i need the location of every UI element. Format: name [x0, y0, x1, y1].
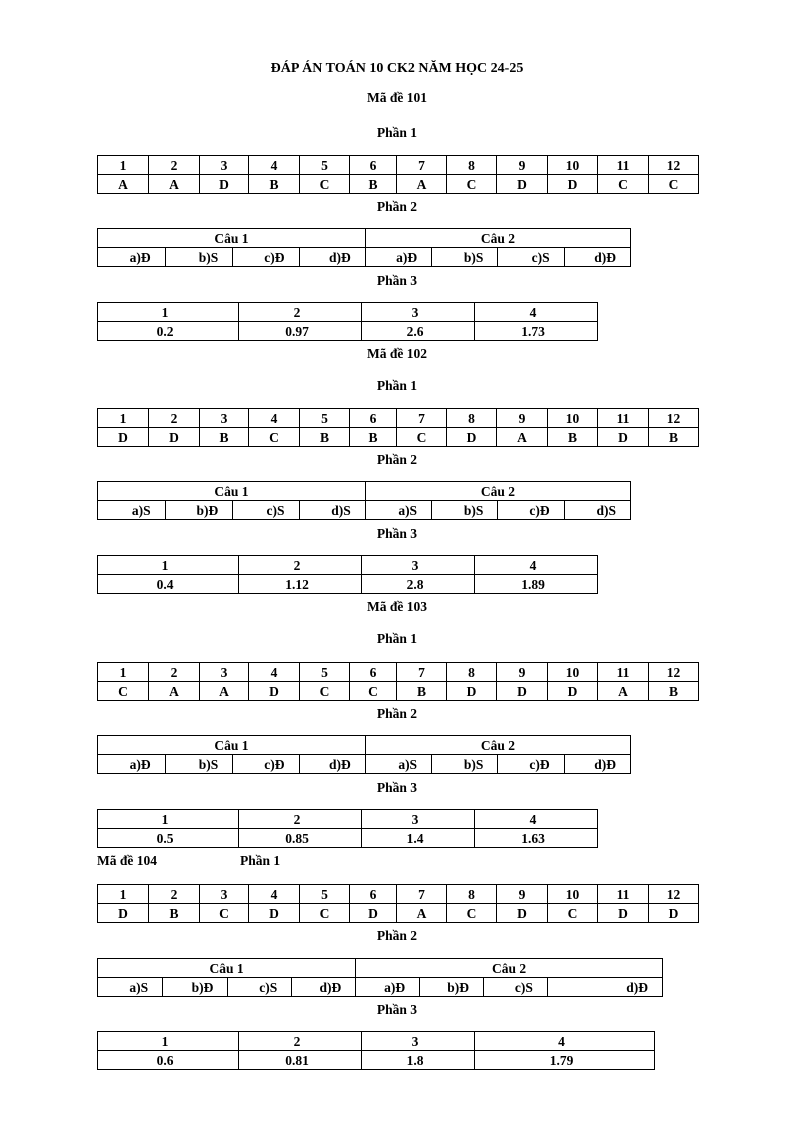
answer-cell: B: [350, 428, 397, 447]
answer-cell: 1.89: [475, 575, 598, 594]
question-number-cell: 6: [350, 156, 397, 175]
question-number-cell: 8: [447, 663, 497, 682]
answer-cell: A: [497, 428, 548, 447]
cau1-answer-cell: b)S: [165, 248, 233, 267]
answer-cell: A: [149, 175, 200, 194]
cau2-answer-cell: c)Đ: [498, 755, 564, 774]
answer-cell: 1.8: [362, 1051, 475, 1070]
question-number-cell: 3: [362, 303, 475, 322]
part2-answer-row: [98, 755, 631, 774]
cau1-answer-cell: b)Đ: [163, 978, 228, 997]
answer-cell: A: [397, 904, 447, 923]
answer-cell: 1.63: [475, 829, 598, 848]
question-number-row: [98, 1032, 655, 1051]
part1-label: Phần 1: [376, 631, 418, 646]
part2-label: Phần 2: [376, 199, 418, 214]
cau1-answer-cell: a)S: [98, 501, 166, 520]
question-number-cell: 9: [497, 663, 548, 682]
question-number-cell: 5: [300, 409, 350, 428]
question-number-cell: 4: [475, 556, 598, 575]
answer-cell: 0.4: [98, 575, 239, 594]
answer-row: [98, 428, 699, 447]
question-number-cell: 7: [397, 409, 447, 428]
cau2-answer-cell: a)Đ: [365, 248, 431, 267]
answer-row: [98, 322, 598, 341]
cau1-answer-cell: d)Đ: [299, 755, 365, 774]
answer-cell: 0.2: [98, 322, 239, 341]
question-number-cell: 7: [397, 156, 447, 175]
cau1-answer-cell: c)S: [233, 501, 299, 520]
cau2-header: Câu 2: [356, 959, 663, 978]
question-number-cell: 7: [397, 885, 447, 904]
cau1-answer-cell: b)S: [165, 755, 233, 774]
question-number-cell: 7: [397, 663, 447, 682]
answer-cell: D: [598, 428, 649, 447]
answer-cell: 0.6: [98, 1051, 239, 1070]
answer-cell: D: [447, 428, 497, 447]
answer-cell: D: [598, 904, 649, 923]
part1-label: Phần 1: [240, 853, 281, 868]
answer-cell: D: [350, 904, 397, 923]
answer-cell: 2.8: [362, 575, 475, 594]
question-number-row: [98, 409, 699, 428]
answer-cell: B: [649, 428, 699, 447]
question-number-cell: 3: [200, 663, 249, 682]
answer-cell: D: [649, 904, 699, 923]
question-number-cell: 10: [548, 663, 598, 682]
part3-label: Phần 3: [376, 273, 418, 288]
question-number-cell: 4: [249, 409, 300, 428]
answer-cell: A: [98, 175, 149, 194]
answer-cell: D: [149, 428, 200, 447]
answer-cell: C: [249, 428, 300, 447]
cau1-answer-cell: d)Đ: [299, 248, 365, 267]
answer-cell: 1.79: [475, 1051, 655, 1070]
question-number-cell: 2: [149, 156, 200, 175]
cau2-answer-cell: b)S: [432, 501, 498, 520]
question-number-cell: 4: [475, 303, 598, 322]
question-number-cell: 8: [447, 409, 497, 428]
part2-label: Phần 2: [376, 452, 418, 467]
cau2-answer-cell: c)S: [484, 978, 548, 997]
question-number-cell: 3: [362, 1032, 475, 1051]
answer-cell: C: [649, 175, 699, 194]
cau1-answer-cell: c)Đ: [233, 755, 299, 774]
question-number-cell: 4: [249, 156, 300, 175]
question-number-cell: 2: [239, 810, 362, 829]
answer-cell: B: [249, 175, 300, 194]
cau2-answer-cell: b)S: [432, 755, 498, 774]
cau2-answer-cell: d)Đ: [564, 248, 630, 267]
answer-row: [98, 1051, 655, 1070]
cau2-answer-cell: d)Đ: [564, 755, 630, 774]
answer-cell: D: [497, 175, 548, 194]
part3-answer-table: [97, 1031, 655, 1070]
answer-row: [98, 175, 699, 194]
cau1-answer-cell: a)Đ: [98, 248, 166, 267]
exam-code: Mã đề 104: [97, 853, 157, 868]
question-number-cell: 3: [200, 409, 249, 428]
cau1-answer-cell: c)S: [228, 978, 292, 997]
question-number-cell: 6: [350, 885, 397, 904]
question-number-cell: 10: [548, 885, 598, 904]
part3-answer-table: [97, 302, 598, 341]
cau2-answer-cell: d)S: [564, 501, 630, 520]
question-number-cell: 12: [649, 409, 699, 428]
question-number-cell: 10: [548, 409, 598, 428]
part2-label: Phần 2: [376, 928, 418, 943]
part1-answer-table: [97, 155, 699, 194]
question-number-cell: 3: [362, 556, 475, 575]
answer-cell: B: [200, 428, 249, 447]
question-number-row: [98, 810, 598, 829]
answer-cell: A: [598, 682, 649, 701]
question-number-cell: 11: [598, 156, 649, 175]
question-number-cell: 12: [649, 663, 699, 682]
answer-cell: C: [350, 682, 397, 701]
question-number-cell: 11: [598, 663, 649, 682]
answer-cell: D: [200, 175, 249, 194]
part2-answer-table: [97, 958, 663, 997]
cau2-answer-cell: c)S: [498, 248, 564, 267]
part3-label: Phần 3: [376, 780, 418, 795]
part2-answer-row: [98, 248, 631, 267]
answer-cell: D: [548, 682, 598, 701]
part2-answer-table: [97, 735, 631, 774]
answer-cell: A: [200, 682, 249, 701]
answer-cell: A: [397, 175, 447, 194]
question-number-cell: 1: [98, 810, 239, 829]
part3-answer-table: [97, 809, 598, 848]
question-number-cell: 6: [350, 663, 397, 682]
cau2-answer-cell: b)Đ: [420, 978, 484, 997]
answer-cell: C: [300, 175, 350, 194]
cau1-answer-cell: d)S: [299, 501, 365, 520]
question-number-cell: 9: [497, 409, 548, 428]
answer-cell: C: [397, 428, 447, 447]
question-number-cell: 10: [548, 156, 598, 175]
answer-cell: 1.12: [239, 575, 362, 594]
question-number-cell: 4: [475, 810, 598, 829]
cau2-answer-cell: d)Đ: [547, 978, 662, 997]
question-number-row: [98, 156, 699, 175]
question-number-cell: 8: [447, 156, 497, 175]
part1-answer-table: [97, 884, 699, 923]
answer-cell: 0.97: [239, 322, 362, 341]
question-number-cell: 3: [200, 885, 249, 904]
question-number-cell: 3: [362, 810, 475, 829]
part1-label: Phần 1: [376, 378, 418, 393]
answer-cell: D: [497, 904, 548, 923]
answer-cell: 2.6: [362, 322, 475, 341]
question-number-row: [98, 663, 699, 682]
part2-answer-row: [98, 978, 663, 997]
question-number-row: [98, 556, 598, 575]
answer-cell: A: [149, 682, 200, 701]
answer-cell: D: [98, 428, 149, 447]
cau2-answer-cell: c)Đ: [498, 501, 564, 520]
question-number-cell: 5: [300, 885, 350, 904]
question-number-cell: 2: [149, 885, 200, 904]
cau2-header: Câu 2: [365, 482, 630, 501]
cau1-header: Câu 1: [98, 482, 366, 501]
cau2-answer-cell: a)S: [365, 501, 431, 520]
question-number-row: [98, 885, 699, 904]
answer-cell: C: [598, 175, 649, 194]
part2-header-row: [98, 736, 631, 755]
exam-code: Mã đề 101: [367, 90, 427, 105]
question-number-cell: 5: [300, 663, 350, 682]
answer-cell: B: [548, 428, 598, 447]
answer-cell: 0.81: [239, 1051, 362, 1070]
question-number-cell: 9: [497, 156, 548, 175]
part1-answer-table: [97, 662, 699, 701]
part2-answer-table: [97, 481, 631, 520]
part2-header-row: [98, 229, 631, 248]
question-number-cell: 1: [98, 556, 239, 575]
question-number-cell: 1: [98, 663, 149, 682]
question-number-cell: 11: [598, 885, 649, 904]
cau2-answer-cell: b)S: [432, 248, 498, 267]
question-number-cell: 12: [649, 156, 699, 175]
question-number-cell: 9: [497, 885, 548, 904]
answer-cell: 0.5: [98, 829, 239, 848]
question-number-cell: 8: [447, 885, 497, 904]
answer-cell: C: [200, 904, 249, 923]
answer-row: [98, 575, 598, 594]
question-number-cell: 6: [350, 409, 397, 428]
part1-answer-table: [97, 408, 699, 447]
answer-cell: C: [98, 682, 149, 701]
answer-cell: C: [447, 904, 497, 923]
answer-cell: C: [300, 682, 350, 701]
question-number-cell: 3: [200, 156, 249, 175]
answer-cell: C: [447, 175, 497, 194]
cau1-answer-cell: a)Đ: [98, 755, 166, 774]
answer-cell: D: [497, 682, 548, 701]
answer-cell: B: [350, 175, 397, 194]
part1-label: Phần 1: [376, 125, 418, 140]
part3-label: Phần 3: [376, 1002, 418, 1017]
cau2-answer-cell: a)S: [365, 755, 431, 774]
question-number-cell: 4: [249, 885, 300, 904]
question-number-cell: 5: [300, 156, 350, 175]
answer-cell: C: [548, 904, 598, 923]
question-number-cell: 1: [98, 1032, 239, 1051]
answer-cell: 1.4: [362, 829, 475, 848]
question-number-cell: 1: [98, 156, 149, 175]
question-number-cell: 2: [239, 303, 362, 322]
answer-cell: B: [649, 682, 699, 701]
part2-header-row: [98, 959, 663, 978]
answer-cell: D: [249, 682, 300, 701]
answer-cell: B: [397, 682, 447, 701]
part2-header-row: [98, 482, 631, 501]
answer-cell: D: [548, 175, 598, 194]
cau2-header: Câu 2: [365, 736, 630, 755]
cau1-answer-cell: b)Đ: [165, 501, 233, 520]
question-number-cell: 4: [475, 1032, 655, 1051]
cau1-header: Câu 1: [98, 229, 366, 248]
part3-label: Phần 3: [376, 526, 418, 541]
answer-cell: B: [300, 428, 350, 447]
cau1-header: Câu 1: [98, 959, 356, 978]
answer-cell: D: [249, 904, 300, 923]
answer-cell: 1.73: [475, 322, 598, 341]
page-title: ĐÁP ÁN TOÁN 10 CK2 NĂM HỌC 24-25: [270, 61, 524, 76]
part2-answer-row: [98, 501, 631, 520]
cau1-header: Câu 1: [98, 736, 366, 755]
question-number-cell: 11: [598, 409, 649, 428]
cau1-answer-cell: a)S: [98, 978, 163, 997]
question-number-cell: 4: [249, 663, 300, 682]
cau2-header: Câu 2: [365, 229, 630, 248]
answer-cell: B: [149, 904, 200, 923]
part3-answer-table: [97, 555, 598, 594]
answer-cell: C: [300, 904, 350, 923]
question-number-cell: 1: [98, 409, 149, 428]
question-number-row: [98, 303, 598, 322]
cau2-answer-cell: a)Đ: [356, 978, 420, 997]
answer-row: [98, 829, 598, 848]
cau1-answer-cell: c)Đ: [233, 248, 299, 267]
question-number-cell: 12: [649, 885, 699, 904]
question-number-cell: 2: [149, 663, 200, 682]
part2-answer-table: [97, 228, 631, 267]
answer-row: [98, 682, 699, 701]
question-number-cell: 2: [239, 1032, 362, 1051]
exam-code: Mã đề 103: [367, 599, 427, 614]
cau1-answer-cell: d)Đ: [292, 978, 356, 997]
part2-label: Phần 2: [376, 706, 418, 721]
question-number-cell: 1: [98, 885, 149, 904]
answer-row: [98, 904, 699, 923]
exam-code: Mã đề 102: [367, 346, 427, 361]
question-number-cell: 1: [98, 303, 239, 322]
answer-cell: D: [447, 682, 497, 701]
question-number-cell: 2: [239, 556, 362, 575]
question-number-cell: 2: [149, 409, 200, 428]
answer-cell: D: [98, 904, 149, 923]
answer-cell: 0.85: [239, 829, 362, 848]
